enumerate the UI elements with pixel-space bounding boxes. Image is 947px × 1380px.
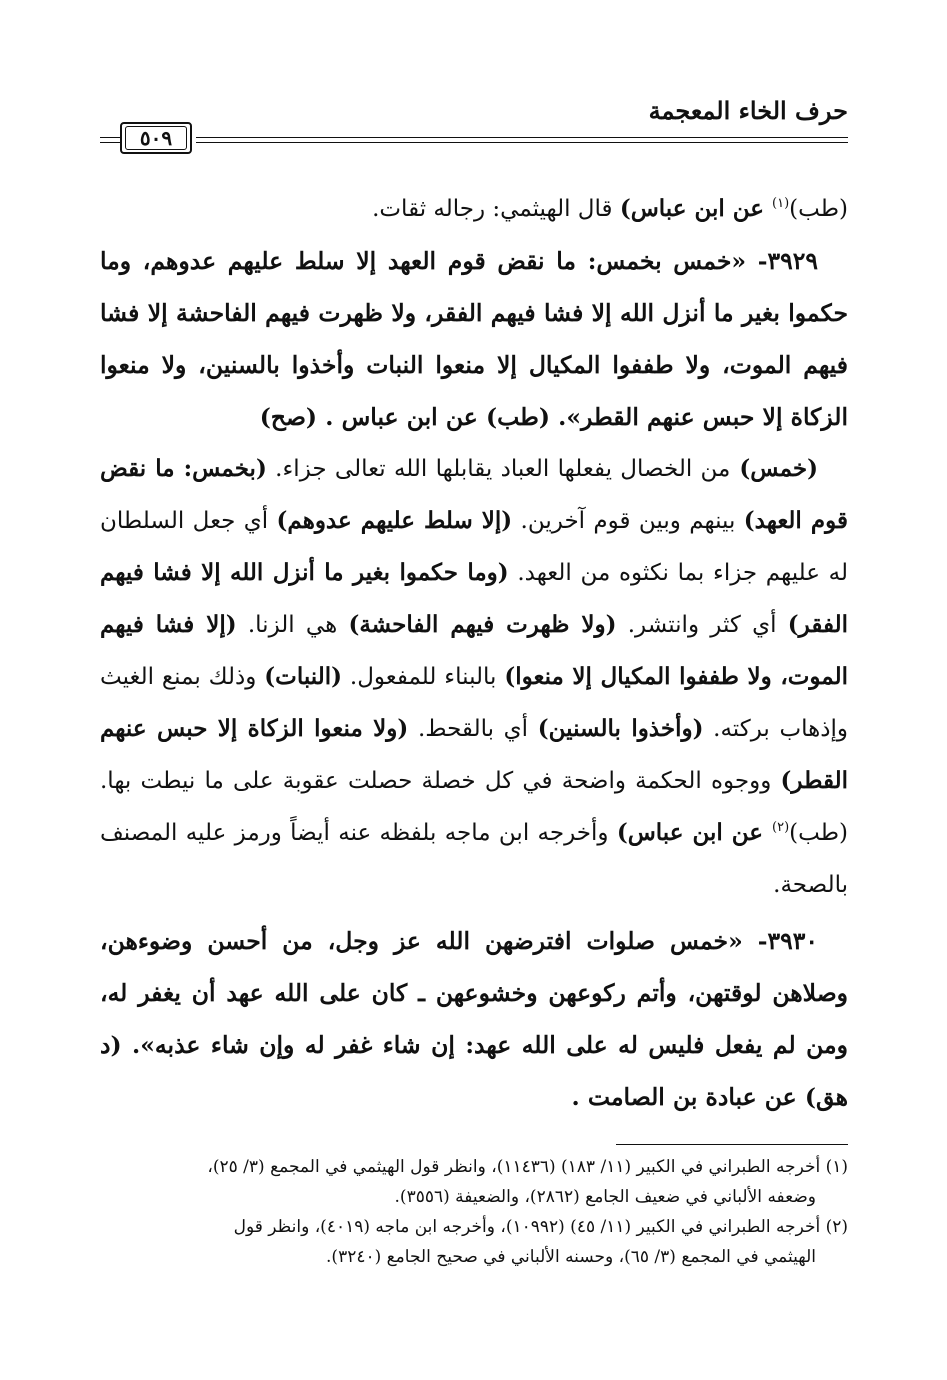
- commentary-3929: [100, 443, 848, 911]
- page-number-frame: [120, 122, 192, 154]
- footnotes: [100, 1152, 848, 1272]
- commentary-span: من الخصال يفعلها العباد يقابلها الله تعالى جزاء.: [266, 456, 731, 482]
- footnote-1-line-2: وضعفه الألباني في ضعيف الجامع (٢٨٦٢)، والضعيفة (٣٥٥٦).: [394, 1187, 816, 1207]
- main-text: [100, 183, 848, 1123]
- commentary-span: (ولا ظهرت فيهم الفاحشة): [348, 611, 617, 638]
- footnote-1: [100, 1152, 848, 1212]
- footnote-2-line-1: (٢) أخرجه الطبراني في الكبير (١١/ ٤٥) (١٠٩٩٢)، وأخرجه ابن ماجه (٤٠١٩)، وانظر قول: [233, 1217, 848, 1237]
- narrator: عن ابن عباس): [619, 195, 773, 222]
- footnote-separator: [616, 1144, 848, 1145]
- header-double-rule-left: [100, 137, 120, 143]
- commentary-span: وذلك بمنع الغيث وإذهاب بركته.: [100, 664, 848, 742]
- commentary-span: (وما حكموا بغير ما أنزل الله إلا فشا فيهم الفقر): [100, 559, 848, 638]
- footnote-ref-2: (٢): [772, 820, 790, 835]
- commentary-span: وأخرجه ابن ماجه بلفظه عنه أيضاً ورمز عليه المصنف بالصحة.: [100, 820, 848, 898]
- commentary-span: (خمس): [730, 455, 819, 482]
- paragraph-source-note: [100, 183, 848, 235]
- commentary-span: عن ابن عباس): [616, 819, 773, 846]
- commentary-span: أي بالقحط.: [408, 716, 538, 742]
- commentary-span: (إلا فشا فيهم الموت، ولا طففوا المكيال إلا منعوا): [100, 611, 848, 690]
- book-page: [100, 0, 848, 1380]
- commentary-span: (ولا منعوا الزكاة إلا حبس عنهم القطر): [100, 715, 848, 794]
- grading-note: قال الهيثمي: رجاله ثقات.: [372, 196, 620, 222]
- header-double-rule: [196, 137, 848, 143]
- commentary-span: (إلا سلط عليهم عدوهم): [276, 507, 513, 534]
- hadith-3929: ٣٩٢٩- «خمس بخمس: ما نقض قوم العهد إلا سلط عليهم عدوهم، وما حكموا بغير ما أنزل الله إلا فشا فيهم الفقر، ولا ظهرت فيهم الفاحشة إلا فشا فيهم الموت، ولا طففوا المكيال إلا منعوا النبات وأخذوا بالسنين، ولا منعوا الزكاة إلا حبس عنهم القطر». (طب) عن ابن عباس . (صح): [100, 247, 848, 431]
- commentary-span: أي جعل السلطان له عليهم جزاء بما نكثوه من العهد.: [100, 508, 848, 586]
- commentary-span: (طب): [789, 820, 849, 846]
- commentary-span: (بخمس: ما نقض قوم العهد): [100, 455, 848, 534]
- footnote-2-line-2: الهيثمي في المجمع (٣/ ٦٥)، وحسنه الألباني في صحيح الجامع (٣٢٤٠).: [326, 1247, 816, 1267]
- commentary-span: (النبات): [264, 663, 342, 690]
- footnote-ref-1: (١): [772, 196, 790, 211]
- commentary-span: بينهم وبين قوم آخرين.: [512, 508, 744, 534]
- commentary-span: (وأخذوا بالسنين): [537, 715, 704, 742]
- footnote-1-line-1: (١) أخرجه الطبراني في الكبير (١١/ ١٨٣) (١١٤٣٦)، وانظر قول الهيثمي في المجمع (٣/ ٢٥)،: [207, 1157, 848, 1177]
- commentary-span: ووجوه الحكمة واضحة في كل خصلة حصلت عقوبة على ما نيطت بها.: [100, 768, 781, 794]
- running-title: حرف الخاء المعجمة: [648, 96, 848, 125]
- source-abbrev: (طب): [789, 196, 848, 222]
- page-number: ٥٠٩: [125, 126, 187, 150]
- commentary-span: هي الزنا.: [236, 612, 349, 638]
- hadith-3930: ٣٩٣٠- «خمس صلوات افترضهن الله عز وجل، من أحسن وضوءهن، وصلاهن لوقتهن، وأتم ركوعهن وخشوعهن ـ كان على الله عهد أن يغفر له، ومن لم يفعل فليس له على الله عهد: إن شاء غفر له وإن شاء عذبه». (د هق) عن عبادة بن الصامت .: [100, 927, 848, 1111]
- commentary-span: بالبناء للمفعول.: [342, 664, 505, 690]
- footnote-2: [100, 1212, 848, 1272]
- commentary-span: أي كثر وانتشر.: [616, 612, 788, 638]
